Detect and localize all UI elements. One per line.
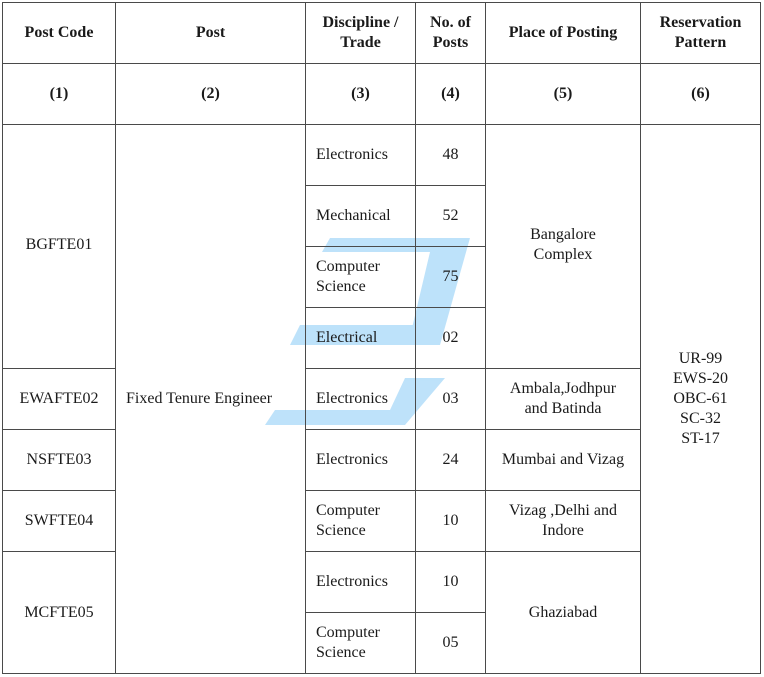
posts-count-cell: 02 bbox=[416, 308, 486, 369]
header-place-of-posting: Place of Posting bbox=[486, 3, 641, 64]
place-of-posting-cell: Vizag ,Delhi and Indore bbox=[486, 491, 641, 552]
reservation-pattern-cell: UR-99 EWS-20 OBC-61 SC-32 ST-17 bbox=[641, 125, 761, 674]
col-number-5: (5) bbox=[486, 64, 641, 125]
posts-count-cell: 10 bbox=[416, 491, 486, 552]
discipline-cell: Computer Science bbox=[306, 613, 416, 674]
col-number-2: (2) bbox=[116, 64, 306, 125]
header-post: Post bbox=[116, 3, 306, 64]
place-of-posting-cell: Bangalore Complex bbox=[486, 125, 641, 369]
posts-count-cell: 10 bbox=[416, 552, 486, 613]
discipline-cell: Electronics bbox=[306, 430, 416, 491]
discipline-cell: Mechanical bbox=[306, 186, 416, 247]
discipline-cell: Electronics bbox=[306, 125, 416, 186]
col-number-1: (1) bbox=[3, 64, 116, 125]
discipline-cell: Electrical bbox=[306, 308, 416, 369]
post-code-cell: NSFTE03 bbox=[3, 430, 116, 491]
place-of-posting-cell: Ambala,Jodhpur and Batinda bbox=[486, 369, 641, 430]
column-number-row bbox=[3, 64, 761, 125]
recruitment-table bbox=[2, 2, 761, 674]
header-row bbox=[3, 3, 761, 64]
discipline-cell: Electronics bbox=[306, 369, 416, 430]
post-name-cell: Fixed Tenure Engineer bbox=[116, 125, 306, 674]
post-code-cell: BGFTE01 bbox=[3, 125, 116, 369]
header-no-of-posts: No. of Posts bbox=[416, 3, 486, 64]
post-code-cell: MCFTE05 bbox=[3, 552, 116, 674]
col-number-4: (4) bbox=[416, 64, 486, 125]
discipline-cell: Computer Science bbox=[306, 491, 416, 552]
posts-count-cell: 75 bbox=[416, 247, 486, 308]
header-post-code: Post Code bbox=[3, 3, 116, 64]
posts-count-cell: 05 bbox=[416, 613, 486, 674]
header-discipline: Discipline / Trade bbox=[306, 3, 416, 64]
posts-count-cell: 48 bbox=[416, 125, 486, 186]
discipline-cell: Computer Science bbox=[306, 247, 416, 308]
col-number-6: (6) bbox=[641, 64, 761, 125]
place-of-posting-cell: Ghaziabad bbox=[486, 552, 641, 674]
posts-count-cell: 03 bbox=[416, 369, 486, 430]
post-code-cell: SWFTE04 bbox=[3, 491, 116, 552]
post-code-cell: EWAFTE02 bbox=[3, 369, 116, 430]
place-of-posting-cell: Mumbai and Vizag bbox=[486, 430, 641, 491]
col-number-3: (3) bbox=[306, 64, 416, 125]
posts-count-cell: 52 bbox=[416, 186, 486, 247]
posts-count-cell: 24 bbox=[416, 430, 486, 491]
table-row bbox=[3, 125, 761, 186]
discipline-cell: Electronics bbox=[306, 552, 416, 613]
header-reservation-pattern: Reservation Pattern bbox=[641, 3, 761, 64]
